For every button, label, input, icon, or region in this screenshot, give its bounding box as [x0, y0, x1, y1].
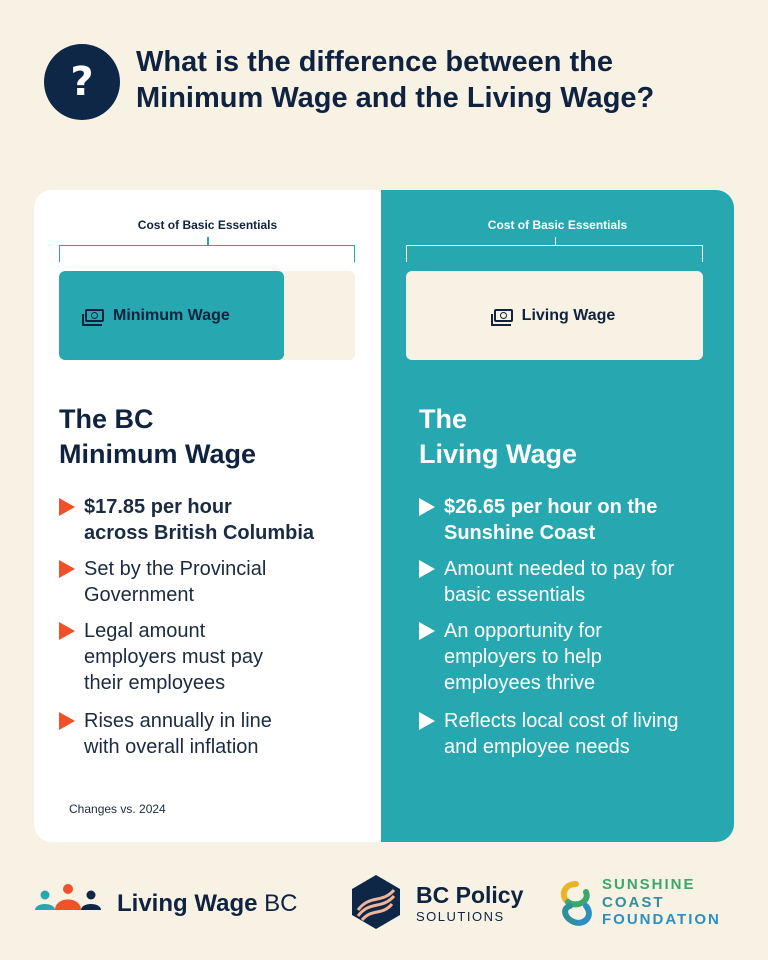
bullet-text	[444, 556, 714, 608]
page-title	[136, 44, 736, 116]
people-icon	[33, 882, 103, 914]
bullet-line: $17.85 per hour	[84, 496, 232, 518]
bc-policy-solutions-logo	[348, 872, 538, 932]
bc-policy-sub: SOLUTIONS	[416, 909, 505, 924]
bullet-line: across British Columbia	[84, 522, 315, 544]
title-line-2: Minimum Wage and the Living Wage?	[136, 82, 655, 114]
bullet-text	[444, 708, 714, 760]
bullet-line: basic essentials	[444, 584, 586, 606]
bullet-line: employees thrive	[444, 672, 596, 694]
bc-policy-hexagon-icon	[348, 874, 404, 930]
bracket-right	[406, 245, 703, 262]
bullet-line: An opportunity for	[444, 620, 602, 642]
living-wage-column	[381, 190, 734, 842]
cash-icon	[85, 309, 104, 322]
cost-label-left: Cost of Basic Essentials	[137, 218, 278, 232]
question-icon: ?	[44, 44, 120, 120]
bullet-line: Sunshine Coast	[444, 522, 596, 544]
title-line-1: What is the difference between the	[136, 46, 613, 78]
triangle-bullet-icon	[59, 498, 75, 516]
living-wage-bullets	[419, 494, 729, 774]
triangle-bullet-icon	[419, 622, 435, 640]
bullet-line: Amount needed to pay for	[444, 558, 675, 580]
bullet-line: $26.65 per hour on the	[444, 496, 658, 518]
living-wage-bc-wordmark: Living Wage BC	[117, 890, 298, 917]
minimum-wage-bullets	[59, 494, 369, 774]
heading-line-2: Living Wage	[419, 439, 578, 469]
bar-label-text: Minimum Wage	[113, 306, 230, 324]
sunshine-coast-foundation-logo	[556, 876, 746, 932]
comparison-card	[34, 190, 734, 842]
bullet-text	[84, 618, 354, 696]
minimum-wage-column	[34, 190, 381, 842]
cash-icon	[494, 309, 513, 322]
bullet-line: with overall inflation	[84, 736, 259, 758]
cost-bar-right	[406, 271, 703, 360]
bc-policy-name: BC Policy	[416, 882, 524, 908]
triangle-bullet-icon	[59, 712, 75, 730]
bracket-left	[59, 245, 355, 262]
heading-line-2: Minimum Wage	[59, 439, 257, 469]
bullet-line: Rises annually in line	[84, 710, 272, 732]
bullet-text	[84, 494, 354, 546]
triangle-bullet-icon	[419, 498, 435, 516]
minimum-wage-heading	[59, 402, 256, 472]
bullet-text	[444, 494, 714, 546]
bullet-line: employers must pay	[84, 646, 263, 668]
bullet-text	[444, 618, 714, 696]
living-wage-bc-logo	[33, 880, 323, 930]
header	[44, 42, 734, 132]
heading-line-1: The BC	[59, 404, 154, 434]
scf-wordmark: SUNSHINE COAST FOUNDATION	[602, 876, 721, 928]
bullet-text	[84, 556, 354, 608]
cost-label-right: Cost of Basic Essentials	[487, 218, 628, 232]
bullet-line: employers to help	[444, 646, 602, 668]
bullet-line: their employees	[84, 672, 226, 694]
swirl-icon	[556, 880, 596, 928]
bullet-line: Government	[84, 584, 195, 606]
living-wage-bar-label	[406, 271, 703, 360]
cost-bar-left	[59, 271, 355, 360]
heading-line-1: The	[419, 404, 468, 434]
bullet-line: and employee needs	[444, 736, 630, 758]
triangle-bullet-icon	[419, 712, 435, 730]
triangle-bullet-icon	[419, 560, 435, 578]
bar-label-text: Living Wage	[521, 306, 616, 324]
changes-note: Changes vs. 2024	[69, 802, 166, 816]
living-wage-heading	[419, 402, 577, 472]
minimum-wage-bar-label	[85, 271, 230, 360]
footer-logos	[0, 862, 768, 942]
bullet-line: Set by the Provincial	[84, 558, 267, 580]
triangle-bullet-icon	[59, 560, 75, 578]
bullet-line: Reflects local cost of living	[444, 710, 679, 732]
bullet-text	[84, 708, 354, 760]
triangle-bullet-icon	[59, 622, 75, 640]
bullet-line: Legal amount	[84, 620, 206, 642]
